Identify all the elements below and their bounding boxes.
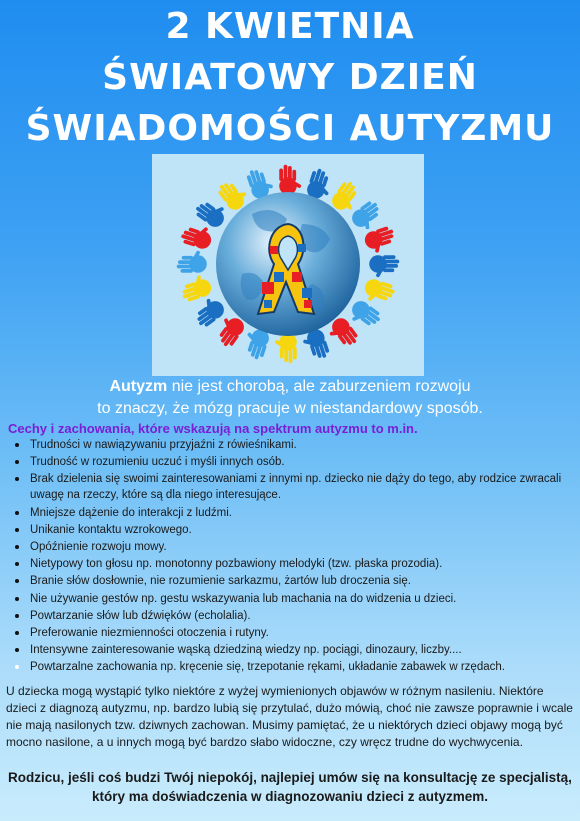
title-line-3: ŚWIADOMOŚCI AUTYZMU: [25, 108, 555, 149]
title-line-1: 2 KWIETNIA: [165, 6, 415, 47]
list-item: Branie słów dosłownie, nie rozumienie sarkazmu, żartów lub droczenia się.: [30, 573, 580, 589]
list-item: Brak dzielenia się swoimi zainteresowaniami z innymi np. dziecko nie dąży do tego, aby rodzice zwracali uwagę na rzeczy, które są dla niego interesujące.: [30, 471, 580, 503]
footer-note: Rodzicu, jeśli coś budzi Twój niepokój, najlepiej umów się na konsultację ze specjalistą, który ma doświadczenia w diagnozowaniu dzieci z autyzmem.: [8, 770, 572, 804]
hand-icon: [274, 333, 297, 363]
list-item: Intensywne zainteresowanie wąską dziedziną wiedzy np. pociągi, dinozaury, liczby....: [30, 642, 580, 658]
body-paragraph: U dziecka mogą wystąpić tylko niektóre z wyżej wymienionych objawów w różnym nasileniu. Niektóre dzieci z diagnozą autyzmu, np. bardzo lubią się przytulać, dużo mówią, choć nie zawsze poprawnie i wcale nie mają nasilonych tzw. dziwnych zachowan. Musimy pamiętać, że u niektórych dzieci objawy mogą być mocno nasilone, a u innych mogą być bardzo słabo widoczne, czy wręcz trudne do wychwycenia.: [6, 684, 573, 749]
intro-line-2: to znaczy, że mózg pracuje w niestandardowy sposób.: [97, 400, 483, 417]
hero-illustration: [152, 154, 424, 376]
list-item: Nietypowy ton głosu np. monotonny pozbawiony melodyki (tzw. płaska prozodia).: [30, 556, 580, 572]
hand-icon: [178, 272, 214, 303]
traits-list: [8, 437, 580, 676]
list-item: Powtarzalne zachowania np. kręcenie się, trzepotanie rękami, układanie zabawek w rzędach.: [30, 659, 580, 675]
list-item: Unikanie kontaktu wzrokowego.: [30, 522, 580, 538]
hand-icon: [177, 250, 207, 273]
title-line-2: ŚWIATOWY DZIEŃ: [102, 57, 478, 98]
hand-icon: [369, 255, 399, 278]
intro-line-1-rest: nie jest chorobą, ale zaburzeniem rozwoju: [167, 378, 471, 395]
hand-icon: [279, 165, 302, 195]
list-item: Powtarzanie słów lub dźwięków (echolalia).: [30, 608, 580, 624]
list-item: Mniejsze dążenie do interakcji z ludźmi.: [30, 505, 580, 521]
hand-icon: [363, 225, 399, 256]
list-item: Trudność w rozumieniu uczuć i myśli innych osób.: [30, 454, 580, 470]
list-item: Trudności w nawiązywaniu przyjaźni z rówieśnikami.: [30, 437, 580, 453]
traits-heading: Cechy i zachowania, które wskazują na spektrum autyzmu to m.in.: [8, 421, 418, 436]
list-item: Preferowanie niezmienności otoczenia i rutyny.: [30, 625, 580, 641]
list-item: Nie używanie gestów np. gestu wskazywania lub machania na do widzenia u dzieci.: [30, 591, 580, 607]
list-item: Opóźnienie rozwoju mowy.: [30, 539, 580, 555]
intro-bold-word: Autyzm: [109, 378, 168, 395]
intro-line-1: [0, 378, 580, 396]
